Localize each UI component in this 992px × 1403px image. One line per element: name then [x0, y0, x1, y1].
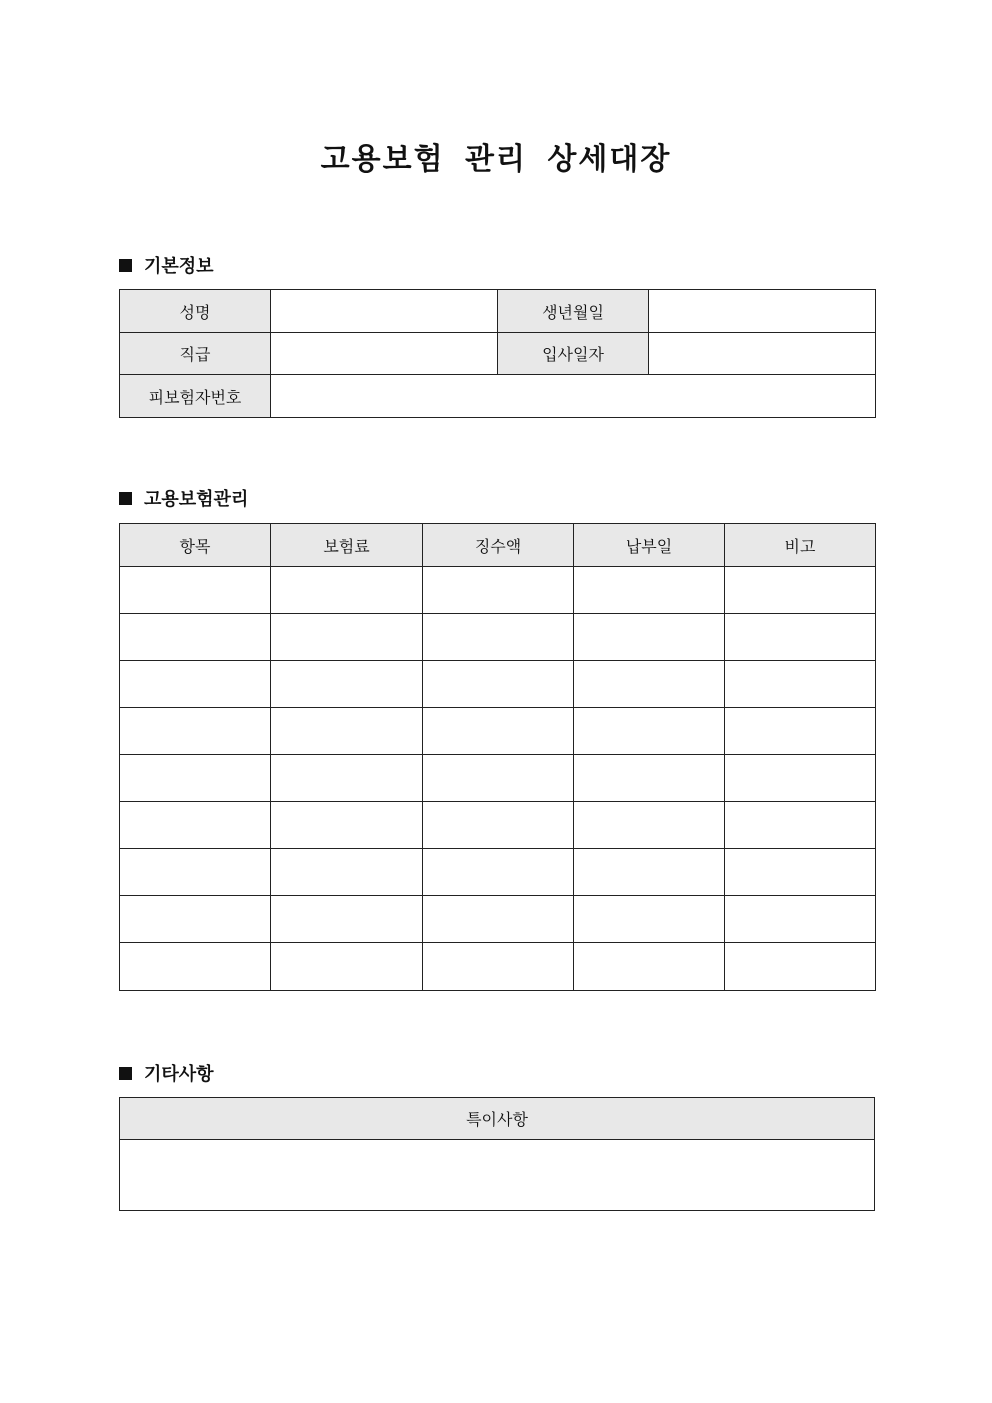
table-cell[interactable] — [574, 943, 725, 991]
table-cell[interactable] — [271, 802, 423, 849]
position-field[interactable] — [271, 333, 498, 375]
table-cell[interactable] — [120, 943, 271, 991]
column-header-item: 항목 — [120, 524, 271, 567]
table-row — [120, 896, 876, 943]
table-row — [120, 567, 876, 614]
section-title: 고용보험관리 — [144, 489, 249, 510]
column-header-payment-date: 납부일 — [574, 524, 725, 567]
table-cell[interactable] — [423, 755, 574, 802]
table-cell[interactable] — [423, 943, 574, 991]
column-header-remarks: 비고 — [725, 524, 876, 567]
table-row — [120, 661, 876, 708]
table-cell[interactable] — [423, 849, 574, 896]
table-cell[interactable] — [725, 755, 876, 802]
table-cell[interactable] — [725, 661, 876, 708]
section-title: 기본정보 — [144, 256, 214, 277]
column-header-collected-amount: 징수액 — [423, 524, 574, 567]
section-heading-basic-info — [119, 253, 214, 277]
table-cell[interactable] — [271, 567, 423, 614]
table-cell[interactable] — [574, 708, 725, 755]
birth-date-field[interactable] — [649, 290, 876, 333]
table-cell[interactable] — [120, 849, 271, 896]
table-row — [120, 755, 876, 802]
table-cell[interactable] — [423, 708, 574, 755]
table-cell[interactable] — [725, 943, 876, 991]
table-cell[interactable] — [725, 896, 876, 943]
table-header-row — [120, 1098, 875, 1140]
table-cell[interactable] — [271, 614, 423, 661]
table-cell[interactable] — [725, 708, 876, 755]
special-notes-header: 특이사항 — [120, 1098, 875, 1140]
section-heading-insurance-management — [119, 486, 248, 510]
table-cell[interactable] — [725, 802, 876, 849]
page-title: 고용보험 관리 상세대장 — [320, 142, 672, 177]
name-field[interactable] — [271, 290, 498, 333]
table-cell[interactable] — [725, 567, 876, 614]
table-cell[interactable] — [271, 849, 423, 896]
table-cell[interactable] — [120, 896, 271, 943]
section-heading-other-matters — [119, 1061, 214, 1085]
table-cell[interactable] — [423, 802, 574, 849]
table-row — [120, 1140, 875, 1211]
table-row — [120, 290, 876, 333]
table-cell[interactable] — [423, 661, 574, 708]
table-cell[interactable] — [574, 849, 725, 896]
table-cell[interactable] — [271, 661, 423, 708]
table-cell[interactable] — [120, 802, 271, 849]
table-cell[interactable] — [120, 614, 271, 661]
square-bullet-icon — [119, 259, 132, 272]
square-bullet-icon — [119, 1067, 132, 1080]
table-cell[interactable] — [574, 755, 725, 802]
position-label: 직급 — [120, 333, 271, 375]
birth-date-label: 생년월일 — [498, 290, 649, 333]
table-cell[interactable] — [574, 661, 725, 708]
table-cell[interactable] — [423, 567, 574, 614]
insured-number-field[interactable] — [271, 375, 876, 418]
table-header-row — [120, 524, 876, 567]
table-cell[interactable] — [574, 614, 725, 661]
table-row — [120, 708, 876, 755]
hire-date-label: 입사일자 — [498, 333, 649, 375]
insurance-management-table — [119, 523, 876, 991]
table-cell[interactable] — [120, 708, 271, 755]
table-row — [120, 614, 876, 661]
table-cell[interactable] — [574, 567, 725, 614]
table-cell[interactable] — [271, 943, 423, 991]
table-row — [120, 943, 876, 991]
table-cell[interactable] — [271, 896, 423, 943]
special-notes-field[interactable] — [120, 1140, 875, 1211]
table-cell[interactable] — [725, 614, 876, 661]
column-header-premium: 보험료 — [271, 524, 423, 567]
table-cell[interactable] — [423, 614, 574, 661]
table-cell[interactable] — [574, 896, 725, 943]
table-cell[interactable] — [120, 567, 271, 614]
table-cell[interactable] — [271, 708, 423, 755]
table-cell[interactable] — [271, 755, 423, 802]
name-label: 성명 — [120, 290, 271, 333]
square-bullet-icon — [119, 492, 132, 505]
table-cell[interactable] — [423, 896, 574, 943]
table-cell[interactable] — [574, 802, 725, 849]
table-row — [120, 333, 876, 375]
table-cell[interactable] — [725, 849, 876, 896]
section-title: 기타사항 — [144, 1064, 214, 1085]
table-cell[interactable] — [120, 755, 271, 802]
basic-info-table — [119, 289, 876, 418]
hire-date-field[interactable] — [649, 333, 876, 375]
table-row — [120, 375, 876, 418]
table-row — [120, 849, 876, 896]
other-matters-table — [119, 1097, 875, 1211]
table-row — [120, 802, 876, 849]
table-cell[interactable] — [120, 661, 271, 708]
insured-number-label: 피보험자번호 — [120, 375, 271, 418]
